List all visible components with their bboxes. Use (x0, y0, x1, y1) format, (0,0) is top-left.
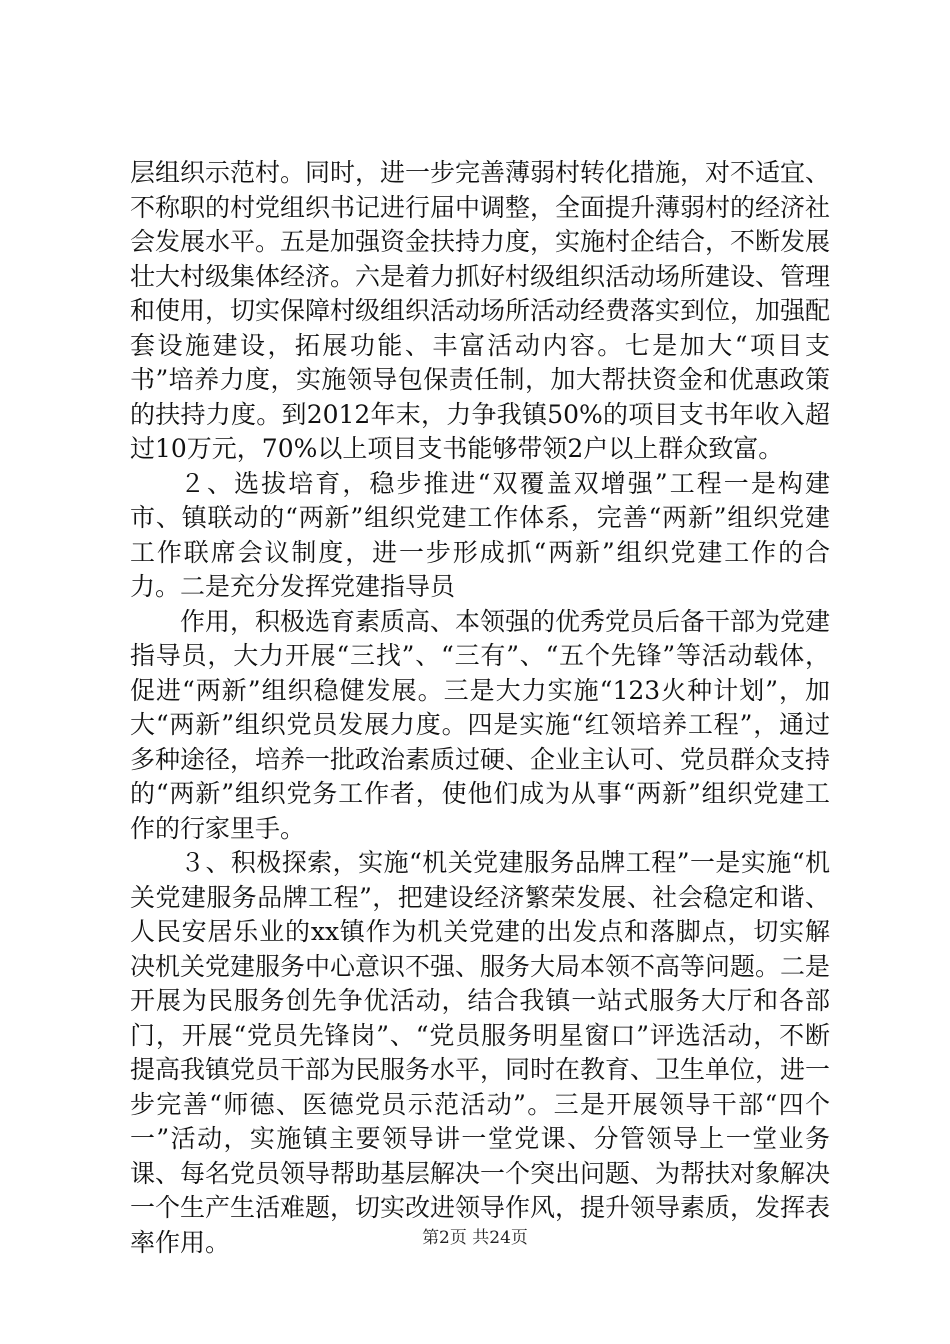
page-footer: 第2页 共24页 (422, 1228, 528, 1248)
document-body (130, 156, 830, 1260)
paragraph-section-3: ３、积极探索，实施“机关党建服务品牌工程”一是实施“机关党建服务品牌工程”，把建设经济繁荣发展、社会稳定和谐、人民安居乐业的xx镇作为机关党建的出发点和落脚点，切实解决机关党建服务中心意识不强、服务大局本领不高等问题。二是开展为民服务创先争优活动，结合我镇一站式服务大厅和各部门，开展“党员先锋岗”、“党员服务明星窗口”评选活动，不断提高我镇党员干部为民服务水平，同时在教育、卫生单位，进一步完善“师德、医德党员示范活动”。三是开展领导干部“四个一”活动，实施镇主要领导讲一堂党课、分管领导上一堂业务课、每名党员领导帮助基层解决一个突出问题、为帮扶对象解决一个生产生活难题，切实改进领导作风，提升领导素质，发挥表率作用。 (130, 848, 831, 1257)
paragraph-continuation: 层组织示范村。同时，进一步完善薄弱村转化措施，对不适宜、不称职的村党组织书记进行届中调整，全面提升薄弱村的经济社会发展水平。五是加强资金扶持力度，实施村企结合，不断发展壮大村级集体经济。六是着力抓好村级组织活动场所建设、管理和使用，切实保障村级组织活动场所活动经费落实到位，加强配套设施建设，拓展功能、丰富活动内容。七是加大“项目支书”培养力度，实施领导包保责任制，加大帮扶资金和优惠政策的扶持力度。到2012年末，力争我镇50%的项目支书年收入超过10万元，70%以上项目支书能够带领2户以上群众致富。 (130, 158, 831, 463)
paragraph-section-2-continued: 作用，积极选育素质高、本领强的优秀党员后备干部为党建指导员，大力开展“三找”、“三有”、“五个先锋”等活动载体，促进“两新”组织稳健发展。三是大力实施“123火种计划”，加大“两新”组织党员发展力度。四是实施“红领培养工程”，通过多种途径，培养一批政治素质过硬、企业主认可、党员群众支持的“两新”组织党务工作者，使他们成为从事“两新”组织党建工作的行家里手。 (130, 606, 831, 843)
paragraph-section-2: ２、选拔培育，稳步推进“双覆盖双增强”工程一是构建市、镇联动的“两新”组织党建工作体系，完善“两新”组织党建工作联席会议制度，进一步形成抓“两新”组织党建工作的合力。二是充分发挥党建指导员 (130, 468, 830, 601)
